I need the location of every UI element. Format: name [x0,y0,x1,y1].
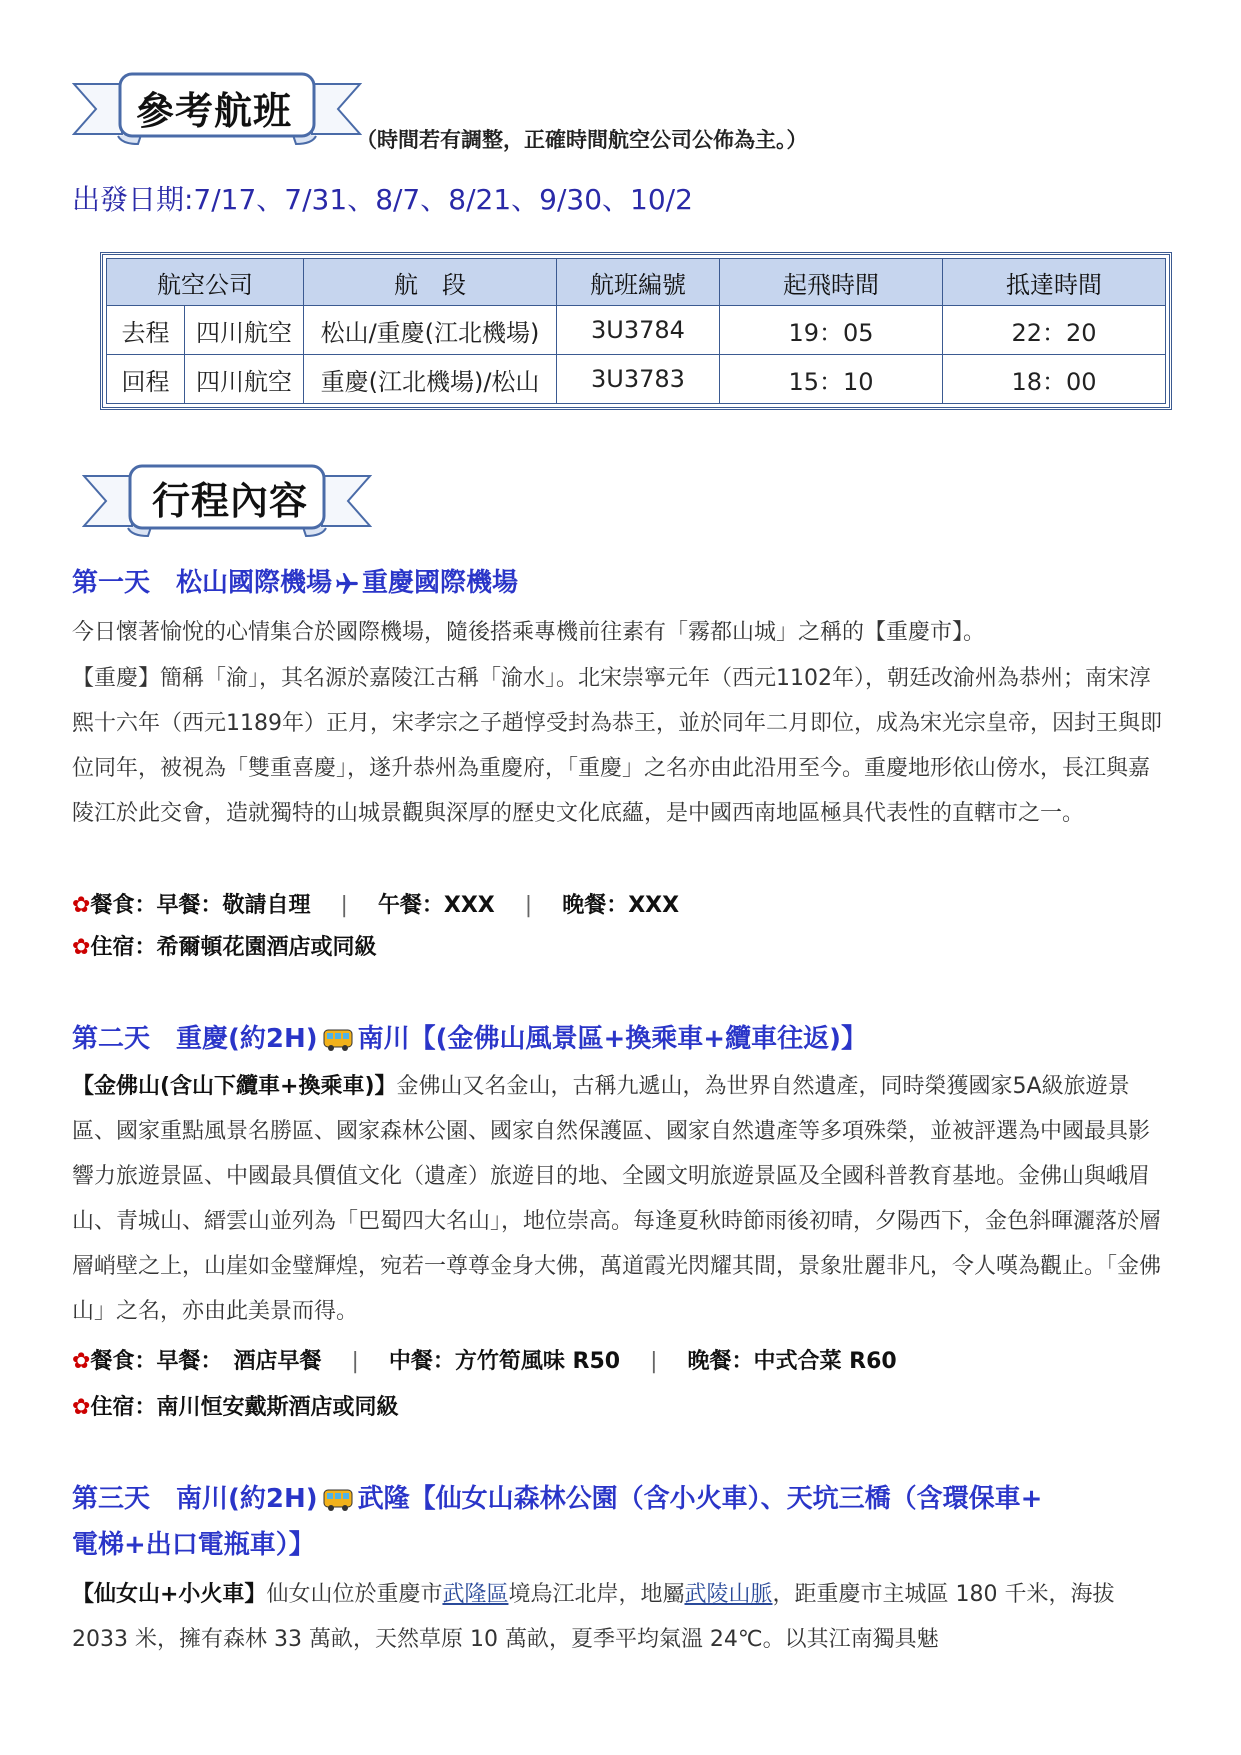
row-arrival: 22：20 [943,306,1166,355]
day1-label: 第一天 [72,568,151,598]
day2-description [72,1064,1167,1334]
row-flight-no: 3U3784 [557,306,720,355]
day2-title [72,1016,867,1062]
bus-icon [322,1487,354,1513]
row-flight-no: 3U3783 [557,355,720,404]
day1-breakfast: 餐食：早餐：敬請自理 [90,893,311,918]
bus-icon [322,1027,354,1053]
table-row [107,355,1166,404]
day2-title-start: 第二天 重慶(約2H) [72,1024,318,1054]
day2-hotel [72,1390,398,1421]
day1-dinner: 晚餐：XXX [562,893,680,918]
header-airline: 航空公司 [107,259,304,306]
day1-hotel [72,930,376,961]
wuling-mountains-link[interactable]: 武陵山脈 [684,1582,773,1607]
header-flight-no: 航班編號 [557,259,720,306]
header-arrival: 抵達時間 [943,259,1166,306]
row-departure: 15：10 [720,355,943,404]
row-arrival: 18：00 [943,355,1166,404]
day1-title [72,560,518,606]
wulong-district-link[interactable]: 武隆區 [442,1582,509,1607]
day3-title-end: 武隆【仙女山森林公園（含小火車）、天坑三橋（含環保車+ [357,1484,1043,1514]
day1-meals [72,888,679,919]
day3-title [72,1476,1042,1522]
day3-title-start: 第三天 南川(約2H) [72,1484,318,1514]
row-direction: 去程 [107,306,185,355]
airplane-icon [334,571,360,597]
day3-title-cont: 電梯+出口電瓶車）】 [72,1530,315,1560]
flower-icon: ✿ [72,1349,91,1374]
row-airline: 四川航空 [185,306,304,355]
day2-meals [72,1344,897,1375]
row-departure: 19：05 [720,306,943,355]
day2-text: 金佛山又名金山，古稱九遞山，為世界自然遺產，同時榮獲國家5A級旅遊景區、國家重點風景名勝區、國家森林公園、國家自然保護區、國家自然遺產等多項殊榮，並被評選為中國最具影響力旅遊景區、中國最具價值文化（遺產）旅遊目的地、全國文明旅遊景區及全國科普教育基地。金佛山與峨眉山、青城山、縉雲山並列為「巴蜀四大名山」，地位崇高。每逢夏秋時節雨後初晴，夕陽西下，金色斜暉灑落於層層峭壁之上，山崖如金璧輝煌，宛若一尊尊金身大佛，萬道霞光閃耀其間，景象壯麗非凡，令人嘆為觀止。「金佛山」之名，亦由此美景而得。 [72,1074,1162,1324]
flower-icon: ✿ [72,893,91,918]
day2-dinner: 晚餐：中式合菜 R60 [687,1349,897,1374]
departure-dates: 出發日期:7/17、7/31、8/7、8/21、9/30、10/2 [72,183,693,216]
header-departure: 起飛時間 [720,259,943,306]
row-direction: 回程 [107,355,185,404]
day1-intro: 今日懷著愉悅的心情集合於國際機場，隨後搭乘專機前往素有「霧都山城」之稱的【重慶市】。 [72,620,986,645]
flower-icon: ✿ [72,1395,91,1420]
day1-lunch: 午餐：XXX [377,893,495,918]
section-title-itinerary: 行程內容 [152,479,309,523]
day1-from: 松山國際機場 [176,568,333,598]
divider: | [351,1349,359,1374]
flight-table-header [107,259,1166,306]
table-row [107,306,1166,355]
flower-icon: ✿ [72,935,91,960]
row-airline: 四川航空 [185,355,304,404]
day3-text-1: 仙女山位於重慶市 [266,1582,443,1607]
day2-hotel-text: 住宿：南川恒安戴斯酒店或同級 [90,1395,399,1420]
day3-description [72,1572,1167,1662]
divider: | [340,893,348,918]
day2-lunch: 中餐：方竹筍風味 R50 [388,1349,621,1374]
section-title-flights: 參考航班 [136,89,293,133]
divider: | [650,1349,658,1374]
day2-title-end: 南川【(金佛山風景區+換乘車+纜車往返)】 [357,1024,867,1054]
flight-table [106,258,1166,404]
day2-breakfast: 餐食：早餐： 酒店早餐 [90,1349,322,1374]
day3-text-3: ，距重慶市主城區 180 千米，海拔2033 米，擁有森林 33 萬畝，天然草原 10 萬畝，夏季平均氣溫 24℃。以其江南獨具魅 [72,1582,1115,1652]
day1-to: 重慶國際機場 [362,568,519,598]
schedule-note: （時間若有調整，正確時間航空公司公佈為主。） [356,128,808,152]
day3-text-2: 境烏江北岸，地屬 [508,1582,685,1607]
header-route: 航 段 [304,259,557,306]
divider: | [524,893,533,918]
day2-lead: 【金佛山(含山下纜車+換乘車)】 [72,1074,397,1099]
day3-lead: 【仙女山+小火車】 [72,1582,267,1607]
day1-hotel-text: 住宿：希爾頓花園酒店或同級 [90,935,377,960]
day1-description: 【重慶】簡稱「渝」，其名源於嘉陵江古稱「渝水」。北宋崇寧元年（西元1102年），朝廷改渝州為恭州；南宋淳熙十六年（西元1189年）正月，宋孝宗之子趙惇受封為恭王，並於同年二月即位，成為宋光宗皇帝，因封王與即位同年，被視為「雙重喜慶」，遂升恭州為重慶府，「重慶」之名亦由此沿用至今。重慶地形依山傍水，長江與嘉陵江於此交會，造就獨特的山城景觀與深厚的歷史文化底蘊，是中國西南地區極具代表性的直轄市之一。 [72,666,1162,826]
row-route: 松山/重慶(江北機場) [304,306,557,355]
row-route: 重慶(江北機場)/松山 [304,355,557,404]
